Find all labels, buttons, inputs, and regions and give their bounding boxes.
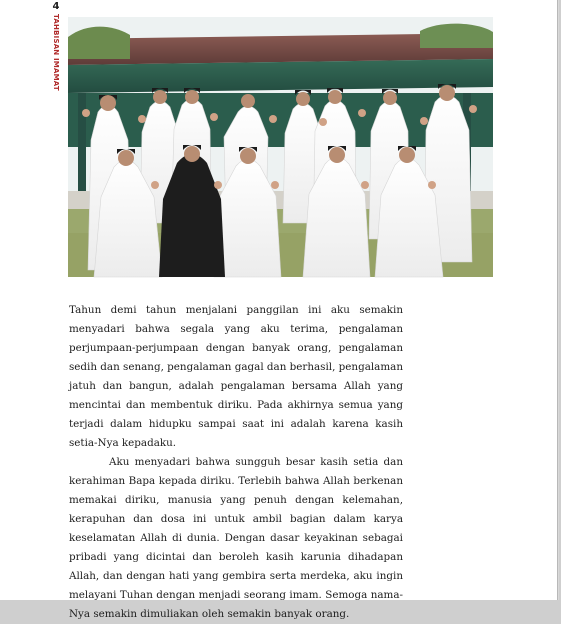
paragraph-2: Aku menyadari bahwa sungguh besar kasih setia dan kerahiman Bapa kepada diriku. Terlebih bahwa Allah berkenan memakai diriku, manusia yang penuh dengan kelemahan, kerapuhan dan dosa ini untuk ambil bagian dalam karya keselamatan Allah di dunia. Dengan dasar keyakinan sebagai pribadi yang dicintai dan beroleh kasih karunia dihadapan Allah, dan dengan hati yang gembira serta merdeka, aku ingin melayani Tuhan dengan menjadi seorang imam. Semoga nama-Nya semakin dimuliakan oleh semakin banyak orang. [69,456,403,620]
page-number: 4 [52,1,60,12]
running-header: TAHBISAN IMAMAT [52,14,60,91]
paragraph-1: Tahun demi tahun menjalani panggilan ini aku semakin menyadari bahwa segala yang aku terima, pengalaman perjumpaan-perjumpaan dengan banyak orang, pengalaman sedih dan senang, pengalaman gagal dan berhasil, pengalaman jatuh dan bangun, adalah pengalaman bersama Allah yang mencintai dan membentuk diriku. Pada akhirnya semua yang terjadi dalam hidupku sampai saat ini adalah karena kasih setia-Nya kepadaku. [69,304,403,449]
body-text [69,301,403,624]
photo-illustration [68,17,493,277]
group-photo [68,17,493,277]
